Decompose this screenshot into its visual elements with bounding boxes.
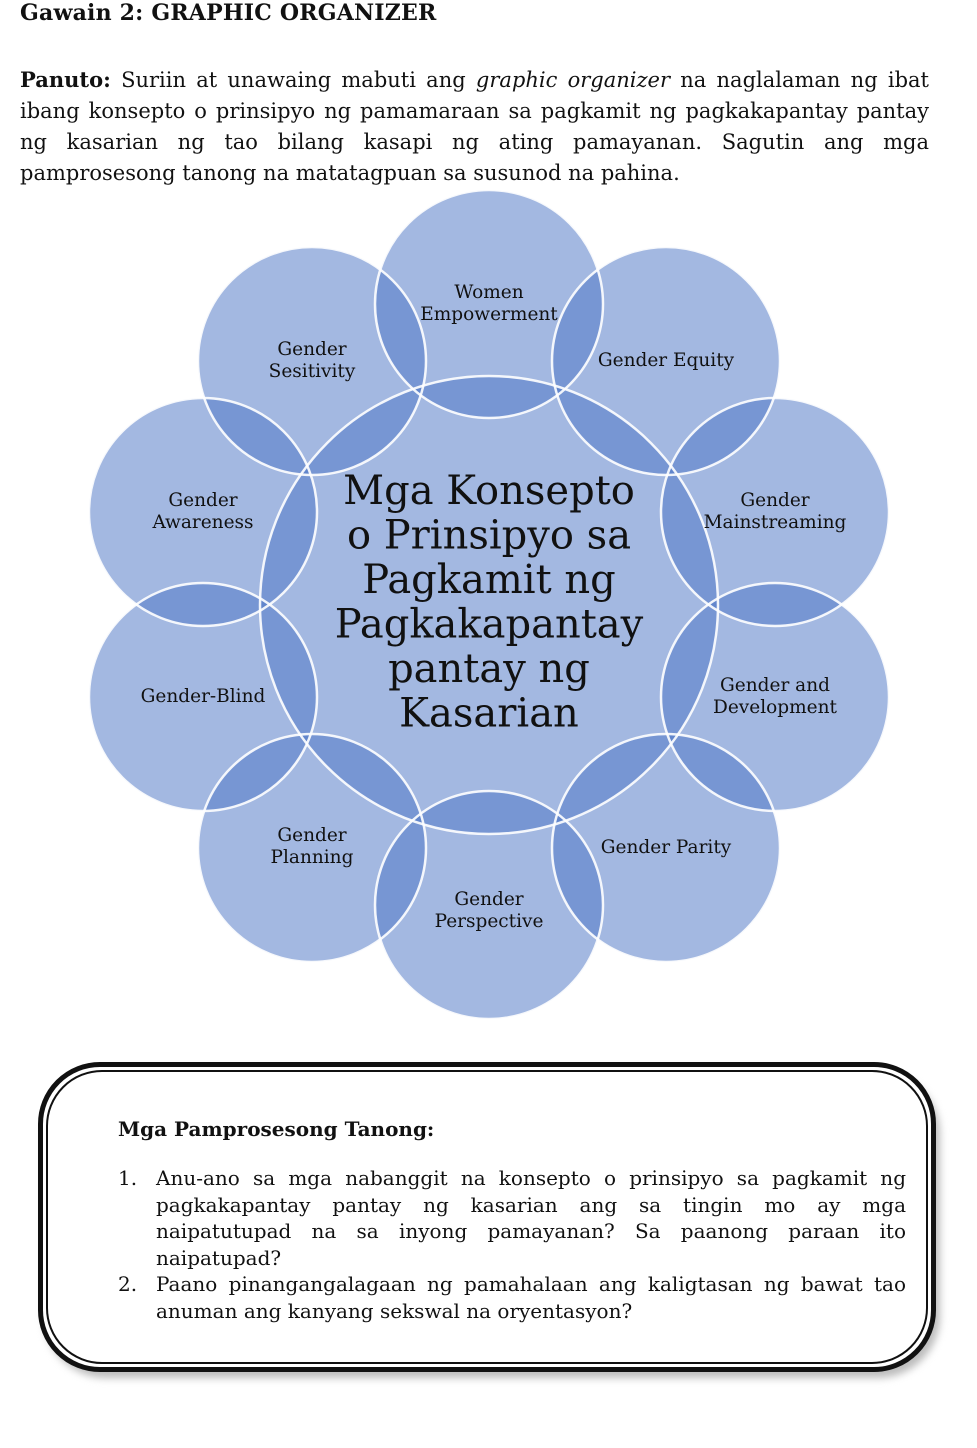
node-label-gender-and-development-line: Development — [713, 697, 837, 718]
node-label-gender-mainstreaming-line: Mainstreaming — [703, 512, 847, 533]
node-label-gender-awareness-line: Awareness — [152, 512, 254, 533]
questions-list — [118, 1165, 906, 1324]
node-label-gender-parity-line: Gender Parity — [600, 837, 732, 858]
question-item — [118, 1271, 906, 1324]
center-title-line: Kasarian — [399, 690, 579, 737]
node-label-gender-and-development — [713, 675, 837, 718]
node-label-gender-planning-line: Planning — [270, 847, 354, 868]
node-label-gender-perspective-line: Gender — [454, 889, 524, 910]
node-label-gender-planning — [271, 825, 354, 868]
node-label-gender-mainstreaming-line: Gender — [740, 490, 810, 511]
node-label-gender-blind-line: Gender-Blind — [140, 686, 266, 707]
node-label-women-empowerment-line: Women — [454, 282, 524, 303]
node-label-gender-blind — [141, 686, 266, 707]
instructions-label: Panuto: — [20, 67, 111, 92]
node-label-women-empowerment-line: Empowerment — [420, 304, 558, 325]
instructions-text-1: Suriin at unawaing mabuti ang — [110, 68, 476, 92]
node-label-gender-sensitivity-line: Sesitivity — [268, 361, 356, 382]
question-text: Anu-ano sa mga nabanggit na konsepto o prinsipyo sa pagkamit ng pagkakapantay pantay ng kasarian ang sa tingin mo ay mga naipatutupad na sa inyong pamayanan? Sa paanong paraan ito naipatupad? — [156, 1166, 906, 1270]
questions-box — [38, 1062, 936, 1372]
center-title-line: pantay ng — [388, 645, 590, 692]
node-label-gender-and-development-line: Gender and — [720, 675, 830, 696]
center-title-line: o Prinsipyo sa — [346, 512, 632, 559]
node-label-gender-awareness-line: Gender — [168, 490, 238, 511]
question-number: 2. — [118, 1272, 138, 1296]
center-title-line: Pagkamit ng — [362, 556, 616, 603]
center-title-line: Pagkakapantay — [334, 601, 644, 648]
question-number: 1. — [118, 1166, 138, 1190]
question-text: Paano pinangangalagaan ng pamahalaan ang kaligtasan ng bawat tao anuman ang kanyang sekswal na oryentasyon? — [156, 1272, 906, 1323]
instructions-italic-term: graphic organizer — [475, 68, 671, 92]
questions-title: Mga Pamprosesong Tanong: — [118, 1117, 435, 1141]
node-label-gender-sensitivity — [269, 339, 356, 382]
node-label-gender-sensitivity-line: Gender — [277, 339, 347, 360]
node-label-gender-planning-line: Gender — [277, 825, 347, 846]
instructions-text-2: na naglalaman ng ibat ibang konsepto o prinsipyo ng pamamaraan sa pagkamit ng pagkakapantay pantay ng kasarian ng tao bilang kasapi ng ating pamayanan. Sagutin ang mga pamprosesong tanong na matatagpuan sa susunod na pahina. — [20, 68, 929, 185]
node-label-gender-equity-line: Gender Equity — [597, 350, 735, 371]
node-label-gender-perspective-line: Perspective — [434, 911, 544, 932]
page-title: Gawain 2: GRAPHIC ORGANIZER — [20, 0, 437, 26]
question-item — [118, 1165, 906, 1271]
node-label-gender-equity — [598, 350, 735, 371]
center-title-line: Mga Konsepto — [343, 467, 635, 514]
node-label-gender-parity — [601, 837, 732, 858]
